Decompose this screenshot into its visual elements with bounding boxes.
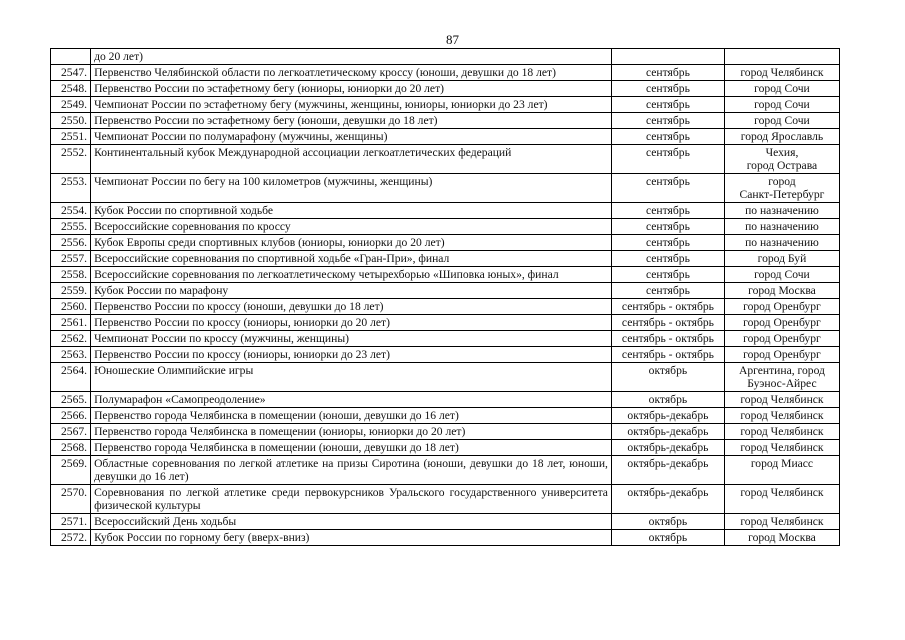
- event-number-cell: [51, 49, 91, 65]
- event-name-cell: Чемпионат России по бегу на 100 километров (мужчины, женщины): [91, 174, 612, 203]
- event-date-cell: сентябрь - октябрь: [611, 315, 724, 331]
- event-date-cell: октябрь-декабрь: [611, 440, 724, 456]
- table-row: [51, 267, 840, 283]
- event-number-cell: 2548.: [51, 81, 91, 97]
- event-date-cell: сентябрь: [611, 65, 724, 81]
- table-row: [51, 392, 840, 408]
- event-date-cell: октябрь-декабрь: [611, 456, 724, 485]
- event-name-cell: Всероссийский День ходьбы: [91, 514, 612, 530]
- event-place-cell: город Оренбург: [724, 347, 839, 363]
- event-place-cell: город Челябинск: [724, 408, 839, 424]
- table-row: [51, 299, 840, 315]
- event-place-cell: город Оренбург: [724, 315, 839, 331]
- event-date-cell: сентябрь: [611, 145, 724, 174]
- event-number-cell: 2564.: [51, 363, 91, 392]
- event-number-cell: 2552.: [51, 145, 91, 174]
- event-place-cell: город Ярославль: [724, 129, 839, 145]
- event-name-cell: Всероссийские соревнования по кроссу: [91, 219, 612, 235]
- event-place-cell: город Челябинск: [724, 514, 839, 530]
- event-place-cell: город Санкт-Петербург: [724, 174, 839, 203]
- table-row: [51, 81, 840, 97]
- event-number-cell: 2568.: [51, 440, 91, 456]
- table-row: [51, 235, 840, 251]
- event-name-cell: Континентальный кубок Международной ассоциации легкоатлетических федераций: [91, 145, 612, 174]
- table-row: [51, 440, 840, 456]
- event-date-cell: октябрь-декабрь: [611, 408, 724, 424]
- event-name-cell: Кубок Европы среди спортивных клубов (юниоры, юниорки до 20 лет): [91, 235, 612, 251]
- event-number-cell: 2565.: [51, 392, 91, 408]
- event-place-cell: город Москва: [724, 283, 839, 299]
- table-row: [51, 456, 840, 485]
- events-table-body: [51, 49, 840, 546]
- table-row: [51, 49, 840, 65]
- event-place-cell: город Оренбург: [724, 331, 839, 347]
- event-place-cell: город Буй: [724, 251, 839, 267]
- table-row: [51, 363, 840, 392]
- event-date-cell: сентябрь: [611, 203, 724, 219]
- event-number-cell: 2556.: [51, 235, 91, 251]
- event-name-cell: Кубок России по горному бегу (вверх-вниз): [91, 530, 612, 546]
- table-row: [51, 203, 840, 219]
- event-name-cell: Кубок России по марафону: [91, 283, 612, 299]
- table-row: [51, 408, 840, 424]
- event-name-cell: Первенство России по эстафетному бегу (юноши, девушки до 18 лет): [91, 113, 612, 129]
- event-date-cell: октябрь: [611, 530, 724, 546]
- event-name-cell: Первенство России по кроссу (юниоры, юниорки до 20 лет): [91, 315, 612, 331]
- event-place-cell: город Челябинск: [724, 65, 839, 81]
- event-number-cell: 2566.: [51, 408, 91, 424]
- event-place-cell: город Челябинск: [724, 440, 839, 456]
- event-number-cell: 2550.: [51, 113, 91, 129]
- event-number-cell: 2560.: [51, 299, 91, 315]
- event-number-cell: 2567.: [51, 424, 91, 440]
- event-place-cell: город Миасс: [724, 456, 839, 485]
- event-name-cell: Первенство России по кроссу (юноши, девушки до 18 лет): [91, 299, 612, 315]
- event-name-cell: Всероссийские соревнования по спортивной ходьбе «Гран-При», финал: [91, 251, 612, 267]
- event-date-cell: сентябрь: [611, 129, 724, 145]
- event-place-cell: [724, 49, 839, 65]
- event-name-cell: Первенство города Челябинска в помещении (юноши, девушки до 16 лет): [91, 408, 612, 424]
- event-place-cell: город Сочи: [724, 97, 839, 113]
- event-name-cell: Первенство России по кроссу (юниоры, юниорки до 23 лет): [91, 347, 612, 363]
- event-name-cell: Первенство города Челябинска в помещении (юниоры, юниорки до 20 лет): [91, 424, 612, 440]
- table-row: [51, 65, 840, 81]
- event-date-cell: сентябрь - октябрь: [611, 331, 724, 347]
- event-date-cell: сентябрь: [611, 267, 724, 283]
- event-number-cell: 2557.: [51, 251, 91, 267]
- event-date-cell: сентябрь: [611, 81, 724, 97]
- event-date-cell: сентябрь: [611, 235, 724, 251]
- event-number-cell: 2562.: [51, 331, 91, 347]
- table-row: [51, 331, 840, 347]
- event-name-cell: до 20 лет): [91, 49, 612, 65]
- event-place-cell: по назначению: [724, 235, 839, 251]
- event-date-cell: сентябрь - октябрь: [611, 347, 724, 363]
- event-place-cell: город Сочи: [724, 113, 839, 129]
- event-number-cell: 2549.: [51, 97, 91, 113]
- event-name-cell: Чемпионат России по эстафетному бегу (мужчины, женщины, юниоры, юниорки до 23 лет): [91, 97, 612, 113]
- table-row: [51, 485, 840, 514]
- table-row: [51, 530, 840, 546]
- event-name-cell: Всероссийские соревнования по легкоатлетическому четырехборью «Шиповка юных», финал: [91, 267, 612, 283]
- table-row: [51, 514, 840, 530]
- event-name-cell: Юношеские Олимпийские игры: [91, 363, 612, 392]
- event-date-cell: октябрь-декабрь: [611, 485, 724, 514]
- table-row: [51, 129, 840, 145]
- event-place-cell: Чехия, город Острава: [724, 145, 839, 174]
- event-name-cell: Полумарафон «Самопреодоление»: [91, 392, 612, 408]
- table-row: [51, 145, 840, 174]
- event-place-cell: город Челябинск: [724, 485, 839, 514]
- event-place-cell: город Челябинск: [724, 424, 839, 440]
- event-number-cell: 2570.: [51, 485, 91, 514]
- events-table: [50, 48, 840, 546]
- table-row: [51, 97, 840, 113]
- event-number-cell: 2559.: [51, 283, 91, 299]
- event-name-cell: Чемпионат России по кроссу (мужчины, женщины): [91, 331, 612, 347]
- event-name-cell: Первенство города Челябинска в помещении (юноши, девушки до 18 лет): [91, 440, 612, 456]
- event-date-cell: сентябрь - октябрь: [611, 299, 724, 315]
- event-date-cell: октябрь: [611, 514, 724, 530]
- table-row: [51, 283, 840, 299]
- table-row: [51, 347, 840, 363]
- event-number-cell: 2553.: [51, 174, 91, 203]
- event-name-cell: Областные соревнования по легкой атлетике на призы Сиротина (юноши, девушки до 18 лет, юноши, девушки до 16 лет): [91, 456, 612, 485]
- event-date-cell: сентябрь: [611, 97, 724, 113]
- event-number-cell: 2554.: [51, 203, 91, 219]
- event-number-cell: 2551.: [51, 129, 91, 145]
- event-date-cell: октябрь: [611, 392, 724, 408]
- event-date-cell: сентябрь: [611, 219, 724, 235]
- event-date-cell: сентябрь: [611, 283, 724, 299]
- table-row: [51, 174, 840, 203]
- event-place-cell: Аргентина, город Буэнос-Айрес: [724, 363, 839, 392]
- event-name-cell: Чемпионат России по полумарафону (мужчины, женщины): [91, 129, 612, 145]
- event-name-cell: Первенство России по эстафетному бегу (юниоры, юниорки до 20 лет): [91, 81, 612, 97]
- event-name-cell: Соревнования по легкой атлетике среди первокурсников Уральского государственного университета физической культуры: [91, 485, 612, 514]
- event-date-cell: октябрь: [611, 363, 724, 392]
- table-row: [51, 113, 840, 129]
- table-row: [51, 315, 840, 331]
- table-row: [51, 424, 840, 440]
- table-row: [51, 219, 840, 235]
- event-number-cell: 2572.: [51, 530, 91, 546]
- event-date-cell: сентябрь: [611, 251, 724, 267]
- event-place-cell: город Сочи: [724, 81, 839, 97]
- page-number: 87: [446, 32, 459, 47]
- event-name-cell: Первенство Челябинской области по легкоатлетическому кроссу (юноши, девушки до 18 лет): [91, 65, 612, 81]
- event-number-cell: 2569.: [51, 456, 91, 485]
- event-place-cell: по назначению: [724, 219, 839, 235]
- table-row: [51, 251, 840, 267]
- event-place-cell: город Челябинск: [724, 392, 839, 408]
- event-number-cell: 2558.: [51, 267, 91, 283]
- event-date-cell: октябрь-декабрь: [611, 424, 724, 440]
- event-number-cell: 2563.: [51, 347, 91, 363]
- event-place-cell: город Сочи: [724, 267, 839, 283]
- event-number-cell: 2561.: [51, 315, 91, 331]
- event-number-cell: 2547.: [51, 65, 91, 81]
- event-number-cell: 2555.: [51, 219, 91, 235]
- event-name-cell: Кубок России по спортивной ходьбе: [91, 203, 612, 219]
- event-place-cell: город Оренбург: [724, 299, 839, 315]
- event-place-cell: по назначению: [724, 203, 839, 219]
- event-date-cell: [611, 49, 724, 65]
- event-place-cell: город Москва: [724, 530, 839, 546]
- event-date-cell: сентябрь: [611, 174, 724, 203]
- event-number-cell: 2571.: [51, 514, 91, 530]
- event-date-cell: сентябрь: [611, 113, 724, 129]
